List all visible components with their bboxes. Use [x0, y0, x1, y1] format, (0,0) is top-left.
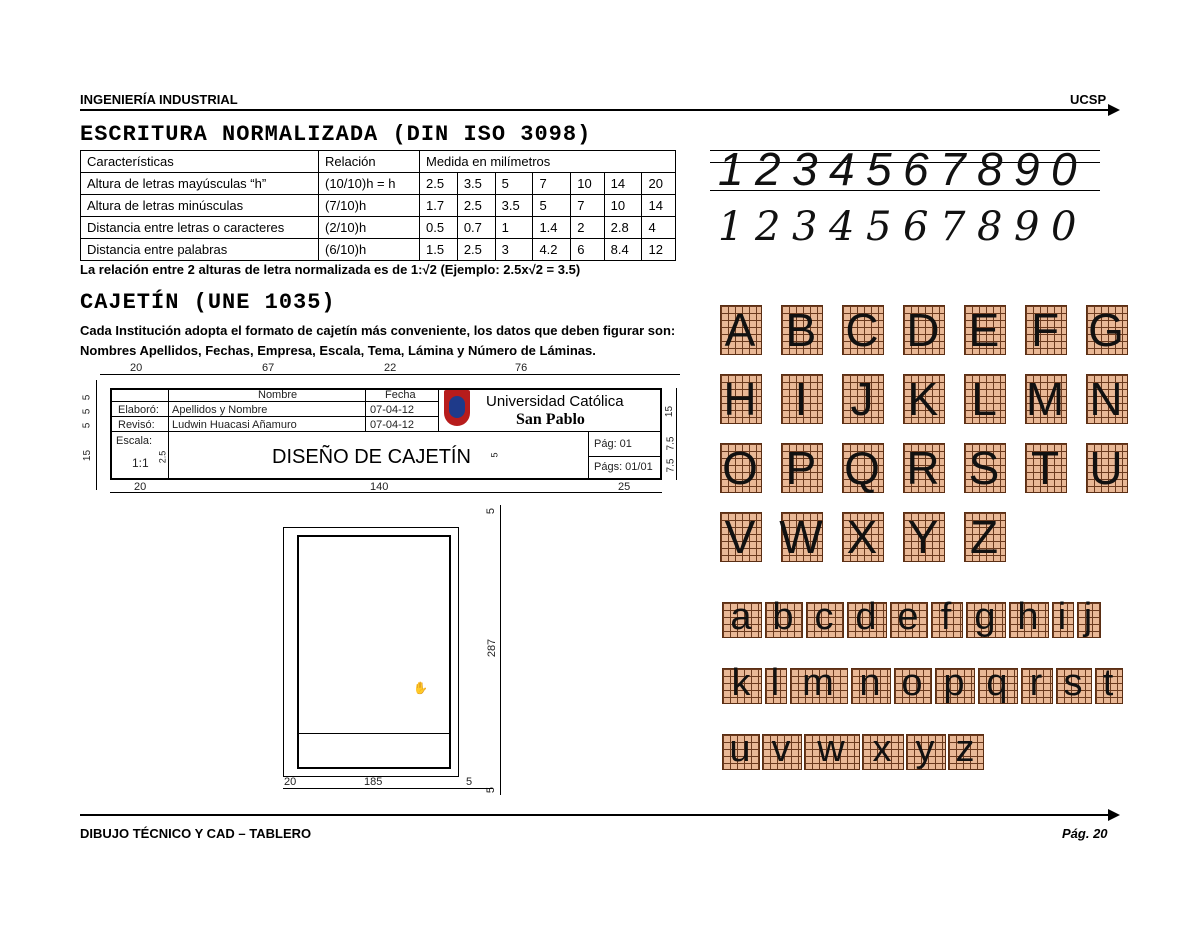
section-title-escritura: ESCRITURA NORMALIZADA (DIN ISO 3098): [80, 122, 592, 147]
row-line: [110, 416, 438, 417]
table-row: [81, 195, 676, 217]
uppercase-letter: E: [968, 304, 1000, 356]
dim-right-3: 7.5: [665, 458, 677, 473]
ratio-note: La relación entre 2 alturas de letra normalizada es de 1:√2 (Ejemplo: 2.5x√2 = 3.5): [80, 262, 581, 277]
digit-handwritten: 9: [1014, 204, 1040, 250]
table-cell: 12: [642, 239, 676, 261]
table-cell: 1.4: [533, 217, 571, 239]
table-cell: 2.5: [457, 195, 495, 217]
hand-cursor-icon: ✋: [413, 681, 428, 695]
table-cell: 2.8: [604, 217, 642, 239]
value-name2: Ludwin Huacasi Añamuro: [172, 419, 297, 431]
uppercase-letter: V: [724, 511, 756, 563]
table-header-cell: Relación: [319, 151, 420, 173]
lowercase-letter: v: [771, 728, 791, 770]
sheet-dim-width: 185: [364, 776, 383, 788]
sheet-dim-left: 20: [284, 776, 297, 788]
lowercase-letter: h: [1017, 596, 1039, 638]
lowercase-letter: a: [730, 596, 752, 638]
dim-right-2: 7.5: [665, 436, 677, 451]
table-cell: 2: [571, 217, 604, 239]
table-cell: 4.2: [533, 239, 571, 261]
lowercase-letter: j: [1083, 596, 1093, 638]
uppercase-letter: C: [845, 304, 879, 356]
lowercase-letter: c: [814, 596, 834, 638]
sheet-dim-right: 5: [466, 776, 473, 788]
digit-printed: 7: [940, 143, 966, 195]
digit-printed: 0: [1051, 143, 1077, 195]
table-cell: (7/10)h: [319, 195, 420, 217]
lowercase-letter: q: [986, 662, 1008, 704]
table-cell: 2.5: [420, 173, 458, 195]
lowercase-letter: t: [1102, 662, 1114, 704]
lowercase-letter: o: [901, 662, 923, 704]
uppercase-letter: D: [906, 304, 940, 356]
lowercase-letter: n: [859, 662, 881, 704]
col-line: [168, 431, 169, 480]
lowercase-letter: x: [872, 728, 892, 770]
sheet-dim-bottom: 5: [485, 786, 498, 794]
table-cell: 7: [533, 173, 571, 195]
table-cell: 14: [604, 173, 642, 195]
uppercase-letter: F: [1030, 304, 1060, 356]
value-pags: Págs: 01/01: [594, 461, 653, 473]
value-pag: Pág: 01: [594, 438, 632, 450]
col-line: [365, 388, 366, 431]
header-left: INGENIERÍA INDUSTRIAL: [80, 92, 238, 107]
dim-left-4: 15: [82, 449, 94, 462]
value-name1: Apellidos y Nombre: [172, 404, 268, 416]
uppercase-letter: A: [724, 304, 756, 356]
uppercase-letter: S: [968, 442, 1000, 494]
dim-top-3: 22: [384, 362, 397, 374]
footer-left: DIBUJO TÉCNICO Y CAD – TABLERO: [80, 826, 312, 841]
table-cell: Distancia entre palabras: [81, 239, 319, 261]
dim-line-left: [96, 380, 97, 490]
table-cell: Distancia entre letras o caracteres: [81, 217, 319, 239]
table-header-row: [81, 151, 676, 173]
label-elaboro: Elaboró:: [118, 404, 159, 416]
lowercase-letter: p: [943, 662, 965, 704]
uppercase-letter: Q: [844, 442, 880, 494]
lowercase-letter: k: [731, 662, 751, 704]
label-reviso: Revisó:: [118, 419, 155, 431]
table-row: [81, 239, 676, 261]
dim-top-2: 67: [262, 362, 275, 374]
row-line: [588, 456, 662, 457]
digit-handwritten: 3: [792, 204, 818, 250]
table-cell: (10/10)h = h: [319, 173, 420, 195]
value-date1: 07-04-12: [370, 404, 415, 416]
lowercase-letter: y: [915, 728, 935, 770]
table-cell: 5: [533, 195, 571, 217]
uppercase-letter: J: [850, 373, 874, 425]
lowercase-letter: u: [729, 728, 751, 770]
table-row: [81, 217, 676, 239]
dim-bottom-2: 140: [370, 481, 389, 493]
digit-printed: 9: [1014, 143, 1040, 195]
table-header-cell: Características: [81, 151, 319, 173]
table-cell: 3.5: [495, 195, 533, 217]
title-dim: 5: [489, 452, 500, 458]
sheet-dim-height: 287: [486, 638, 499, 658]
row-line: [110, 431, 662, 432]
label-escala: Escala:: [116, 435, 153, 447]
col-line: [168, 388, 169, 431]
uppercase-letter: X: [846, 511, 878, 563]
lowercase-letter: z: [955, 728, 975, 770]
lowercase-letter: f: [940, 596, 952, 638]
sheet-dim-line-v: [500, 505, 501, 795]
lowercase-letter: m: [802, 662, 834, 704]
escala-dim: 2.5: [157, 450, 168, 464]
lowercase-letter: i: [1057, 596, 1067, 638]
dim-top-4: 76: [515, 362, 528, 374]
digit-handwritten: 0: [1051, 204, 1077, 250]
digit-printed: 8: [977, 143, 1003, 195]
row-line: [110, 401, 438, 402]
lowercase-letter: l: [770, 662, 780, 704]
table-cell: 10: [571, 173, 604, 195]
dim-left-3: 5: [81, 422, 93, 429]
uppercase-letter: M: [1025, 373, 1065, 425]
value-escala: 1:1: [132, 456, 149, 470]
table-cell: 1.5: [420, 239, 458, 261]
lowercase-letter: d: [855, 596, 877, 638]
col-line: [438, 388, 439, 431]
sheet-dim-line-h: [283, 788, 493, 789]
dim-left-1: 5: [81, 394, 93, 401]
footer-right: Pág. 20: [1062, 826, 1108, 841]
uppercase-letter: B: [785, 304, 817, 356]
digit-printed: 1: [718, 143, 744, 195]
digit-printed: 2: [755, 143, 781, 195]
footer-rule: [80, 814, 1110, 816]
table-header-cell: Medida en milímetros: [420, 151, 676, 173]
uppercase-letter: O: [722, 442, 758, 494]
table-cell: 2.5: [457, 239, 495, 261]
uppercase-letter: P: [785, 442, 817, 494]
uppercase-letter: R: [906, 442, 940, 494]
cajetin-title: DISEÑO DE CAJETÍN: [272, 446, 471, 468]
uppercase-letter: G: [1088, 304, 1124, 356]
table-cell: 4: [642, 217, 676, 239]
univ-name-line2: San Pablo: [516, 411, 585, 428]
university-logo-icon: [444, 390, 470, 426]
table-cell: 3: [495, 239, 533, 261]
digit-handwritten: 7: [940, 204, 966, 250]
table-row: [81, 173, 676, 195]
digit-handwritten: 6: [903, 204, 929, 250]
table-cell: 5: [495, 173, 533, 195]
header-arrow-icon: [1108, 104, 1120, 116]
table-cell: 1: [495, 217, 533, 239]
dim-top-1: 20: [130, 362, 143, 374]
digit-printed: 4: [829, 143, 855, 195]
digit-printed: 5: [866, 143, 892, 195]
col-nombre: Nombre: [258, 389, 298, 401]
dim-right-1: 15: [664, 405, 676, 418]
lowercase-letter: e: [897, 596, 919, 638]
section-title-cajetin: CAJETÍN (UNE 1035): [80, 290, 336, 315]
lowercase-letter: r: [1029, 662, 1043, 704]
table-cell: 8.4: [604, 239, 642, 261]
digit-printed: 3: [792, 143, 818, 195]
table-cell: 0.7: [457, 217, 495, 239]
header-right: UCSP: [1070, 92, 1107, 107]
uppercase-letter: T: [1030, 442, 1060, 494]
lettering-spec-table: [80, 150, 676, 261]
table-cell: (2/10)h: [319, 217, 420, 239]
univ-name-line1: Universidad Católica: [486, 393, 624, 410]
digit-handwritten: 8: [977, 204, 1003, 250]
uppercase-letter: H: [723, 373, 757, 425]
table-cell: (6/10)h: [319, 239, 420, 261]
table-cell: Altura de letras minúsculas: [81, 195, 319, 217]
value-date2: 07-04-12: [370, 419, 415, 431]
cajetin-intro-line2: Nombres Apellidos, Fechas, Empresa, Escala, Tema, Lámina y Número de Láminas.: [80, 343, 596, 358]
dim-bottom-3: 25: [618, 481, 631, 493]
digit-handwritten: 5: [866, 204, 892, 250]
col-fecha: Fecha: [385, 389, 416, 401]
table-cell: 7: [571, 195, 604, 217]
uppercase-letter: U: [1089, 442, 1123, 494]
lowercase-letter: b: [772, 596, 794, 638]
table-cell: Altura de letras mayúsculas “h”: [81, 173, 319, 195]
table-cell: 0.5: [420, 217, 458, 239]
footer-arrow-icon: [1108, 809, 1120, 821]
dim-line-top: [100, 374, 680, 375]
lowercase-letter: s: [1063, 662, 1083, 704]
uppercase-letter: K: [907, 373, 939, 425]
table-cell: 20: [642, 173, 676, 195]
dim-left-2: 5: [81, 408, 93, 415]
table-cell: 10: [604, 195, 642, 217]
table-cell: 1.7: [420, 195, 458, 217]
uppercase-letter: L: [971, 373, 997, 425]
uppercase-letter: N: [1089, 373, 1123, 425]
uppercase-letter: Z: [969, 511, 999, 563]
lowercase-letter: w: [817, 728, 845, 770]
header-rule: [80, 109, 1110, 111]
digit-handwritten: 1: [718, 204, 744, 250]
cajetin-intro-line1: Cada Institución adopta el formato de cajetín más conveniente, los datos que deben figurar son:: [80, 323, 676, 338]
sheet-dim-top: 5: [485, 507, 498, 515]
table-cell: 14: [642, 195, 676, 217]
sheet-cajetin-mini: [297, 733, 451, 769]
uppercase-letter: W: [779, 511, 823, 563]
uppercase-letter: Y: [907, 511, 939, 563]
digit-printed: 6: [903, 143, 929, 195]
digit-handwritten: 4: [829, 204, 855, 250]
table-cell: 6: [571, 239, 604, 261]
digit-handwritten: 2: [755, 204, 781, 250]
lowercase-letter: g: [974, 596, 996, 638]
table-cell: 3.5: [457, 173, 495, 195]
dim-bottom-1: 20: [134, 481, 147, 493]
uppercase-letter: I: [794, 373, 808, 425]
